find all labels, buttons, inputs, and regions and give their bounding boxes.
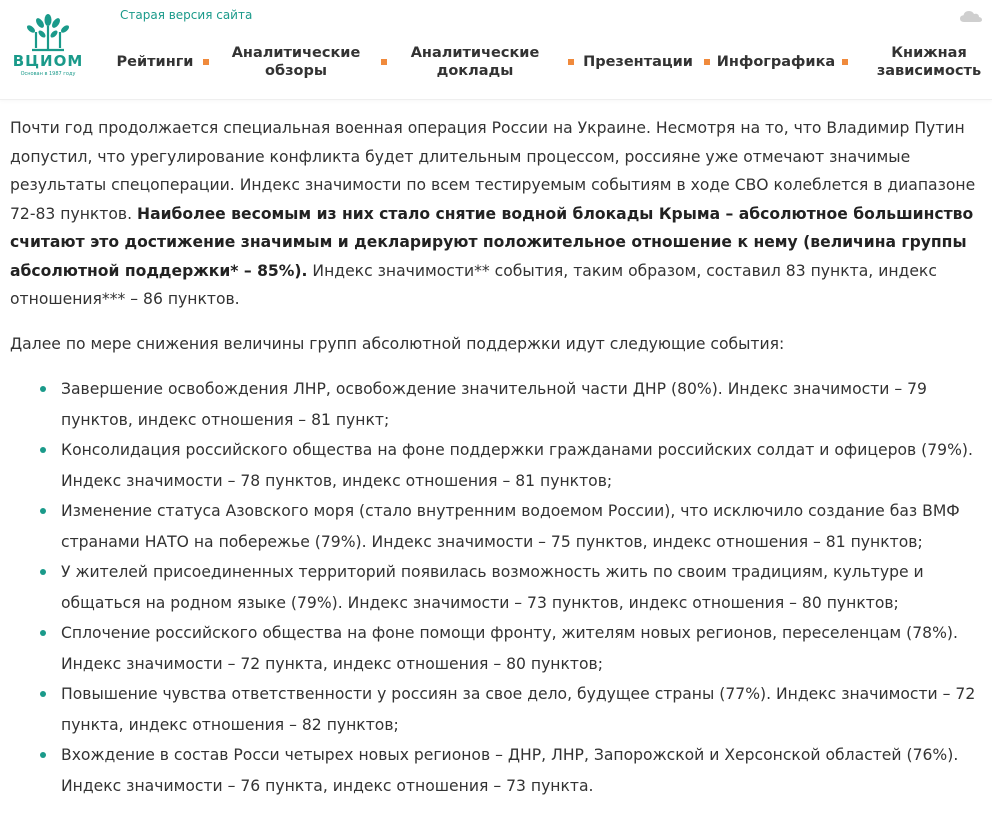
logo-tagline: Основан в 1987 году: [20, 71, 76, 77]
nav-item-presentations[interactable]: Презентации: [583, 54, 693, 70]
nav-item-analytic-reviews[interactable]: Аналитические обзоры: [231, 45, 361, 79]
nav-item-book-addiction[interactable]: Книжная зависимость: [876, 45, 982, 79]
intro-text: Почти год продолжается специальная военная операция России на Украине. Несмотря на то, что Владимир Путин допустил, что урегулирование конфликта будет длительным процессом, россияне уже отмечают значимые результаты спецоперации. Индекс значимости по всем тестируемым событиям в ходе СВО колеблется в диапазоне 72-83 пунктов.: [10, 119, 976, 223]
intro-tail: Индекс значимости** события, таким образом, составил 83 пункта, индекс отношения*** – 86 пунктов.: [10, 261, 937, 308]
nav-separator: [203, 59, 209, 65]
list-item: Завершение освобождения ЛНР, освобождение значительной части ДНР (80%). Индекс значимости – 79 пунктов, индекс отношения – 81 пункт;: [10, 374, 982, 435]
bullet-icon: [40, 386, 46, 392]
nav-separator: [381, 59, 387, 65]
nav-item-ratings[interactable]: Рейтинги: [116, 54, 194, 70]
bullet-icon: [40, 447, 46, 453]
bullet-icon: [40, 569, 46, 575]
nav-separator: [842, 59, 848, 65]
logo-wordmark: ВЦИОМ: [12, 52, 84, 70]
lead-paragraph: Далее по мере снижения величины групп абсолютной поддержки идут следующие события:: [10, 334, 785, 353]
bullet-icon: [40, 508, 46, 514]
list-item: Консолидация российского общества на фоне поддержки гражданами российских солдат и офицеров (79%). Индекс значимости – 78 пунктов, индекс отношения – 81 пунктов;: [10, 435, 982, 496]
nav-separator: [568, 59, 574, 65]
site-header: [0, 0, 992, 100]
list-item: Сплочение российского общества на фоне помощи фронту, жителям новых регионов, переселенцам (78%). Индекс значимости – 72 пункта, индекс отношения – 80 пунктов;: [10, 618, 982, 679]
old-site-link[interactable]: Старая версия сайта: [120, 8, 253, 22]
list-item: Изменение статуса Азовского моря (стало внутренним водоемом России), что исключило создание баз ВМФ странами НАТО на побережье (79%). Индекс значимости – 75 пунктов, индекс отношения – 81 пунктов;: [10, 496, 982, 557]
intro-paragraph: [10, 114, 982, 314]
cloud-icon[interactable]: [960, 10, 982, 22]
events-list: [38, 374, 982, 801]
article-body: [10, 114, 982, 801]
nav-item-analytic-reports[interactable]: Аналитические доклады: [410, 45, 540, 79]
list-item: У жителей присоединенных территорий появилась возможность жить по своим традициям, культуре и общаться на родном языке (79%). Индекс значимости – 73 пунктов, индекс отношения – 80 пунктов;: [10, 557, 982, 618]
bullet-icon: [40, 752, 46, 758]
list-item: Вхождение в состав Росси четырех новых регионов – ДНР, ЛНР, Запорожской и Херсонской областей (76%). Индекс значимости – 76 пункта, индекс отношения – 73 пункта.: [10, 740, 982, 801]
bullet-icon: [40, 630, 46, 636]
nav-item-infographics[interactable]: Инфографика: [716, 54, 836, 70]
intro-highlight: Наиболее весомым из них стало снятие водной блокады Крыма – абсолютное большинство считают это достижение значимым и декларируют положительное отношение к нему (величина группы абсолютной поддержки* – 85%).: [10, 204, 974, 280]
nav-separator: [704, 59, 710, 65]
list-item: Повышение чувства ответственности у россиян за свое дело, будущее страны (77%). Индекс значимости – 72 пункта, индекс отношения – 82 пунктов;: [10, 679, 982, 740]
bullet-icon: [40, 691, 46, 697]
